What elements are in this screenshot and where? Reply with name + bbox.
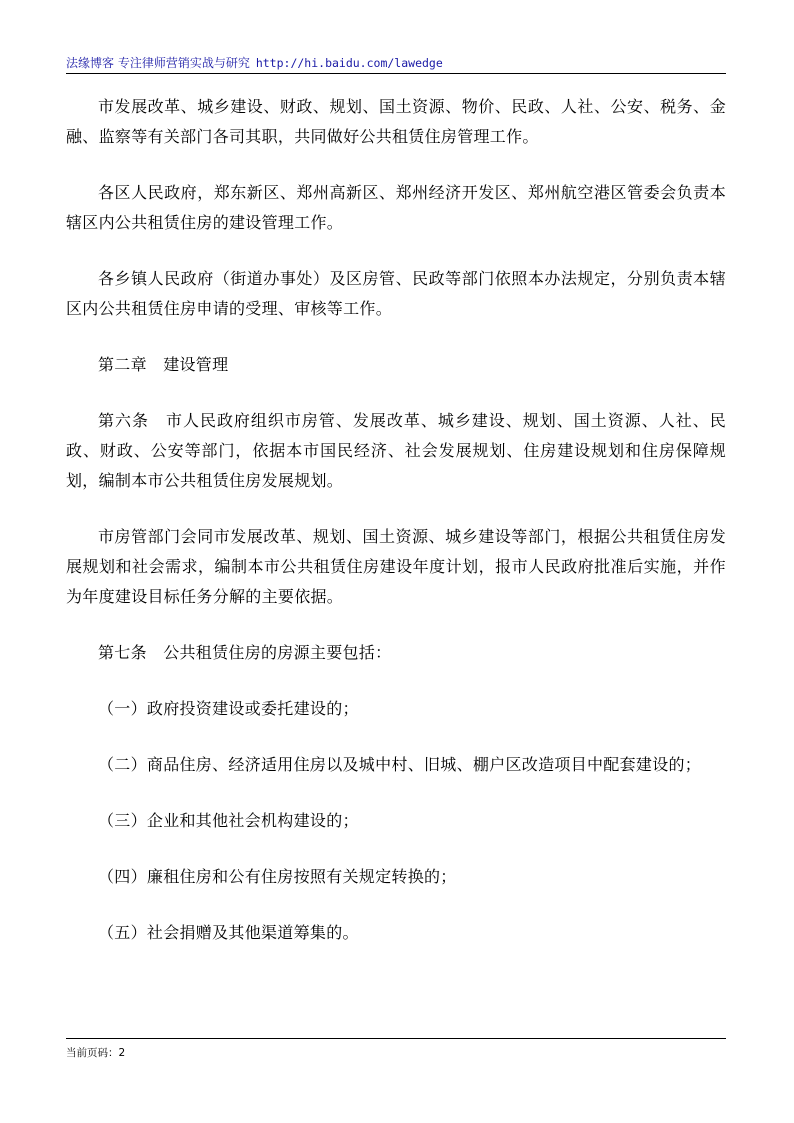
paragraph: 市发展改革、城乡建设、财政、规划、国土资源、物价、民政、人社、公安、税务、金融、监察等有关部门各司其职，共同做好公共租赁住房管理工作。	[66, 97, 726, 146]
page-header	[66, 54, 726, 71]
list-item: （五）社会捐赠及其他渠道筹集的。	[98, 923, 359, 942]
list-item: （一）政府投资建设或委托建设的；	[98, 699, 359, 718]
header-title: 法缘博客 专注律师营销实战与研究	[66, 56, 250, 70]
footer-divider	[66, 1038, 726, 1039]
paragraph: 第六条 市人民政府组织市房管、发展改革、城乡建设、规划、国土资源、人社、民政、财政、公安等部门，依据本市国民经济、社会发展规划、住房建设规划和住房保障规划，编制本市公共租赁住房发展规划。	[66, 411, 726, 490]
list-item: （二）商品住房、经济适用住房以及城中村、旧城、棚户区改造项目中配套建设的；	[98, 755, 702, 774]
paragraph: 各乡镇人民政府（街道办事处）及区房管、民政等部门依照本办法规定，分别负责本辖区内公共租赁住房申请的受理、审核等工作。	[66, 269, 726, 318]
paragraph: 各区人民政府，郑东新区、郑州高新区、郑州经济开发区、郑州航空港区管委会负责本辖区内公共租赁住房的建设管理工作。	[66, 183, 726, 232]
header-divider	[66, 73, 726, 74]
document-body	[66, 92, 726, 974]
list-item: （四）廉租住房和公有住房按照有关规定转换的；	[98, 867, 457, 886]
paragraph: 第七条 公共租赁住房的房源主要包括：	[98, 643, 392, 662]
chapter-heading: 第二章 建设管理	[98, 355, 229, 374]
header-url[interactable]: http://hi.baidu.com/lawedge	[255, 56, 443, 70]
paragraph: 市房管部门会同市发展改革、规划、国土资源、城乡建设等部门，根据公共租赁住房发展规划和社会需求，编制本市公共租赁住房建设年度计划，报市人民政府批准后实施，并作为年度建设目标任务分解的主要依据。	[66, 527, 726, 606]
page-number: 当前页码：2	[66, 1047, 126, 1059]
list-item: （三）企业和其他社会机构建设的；	[98, 811, 359, 830]
